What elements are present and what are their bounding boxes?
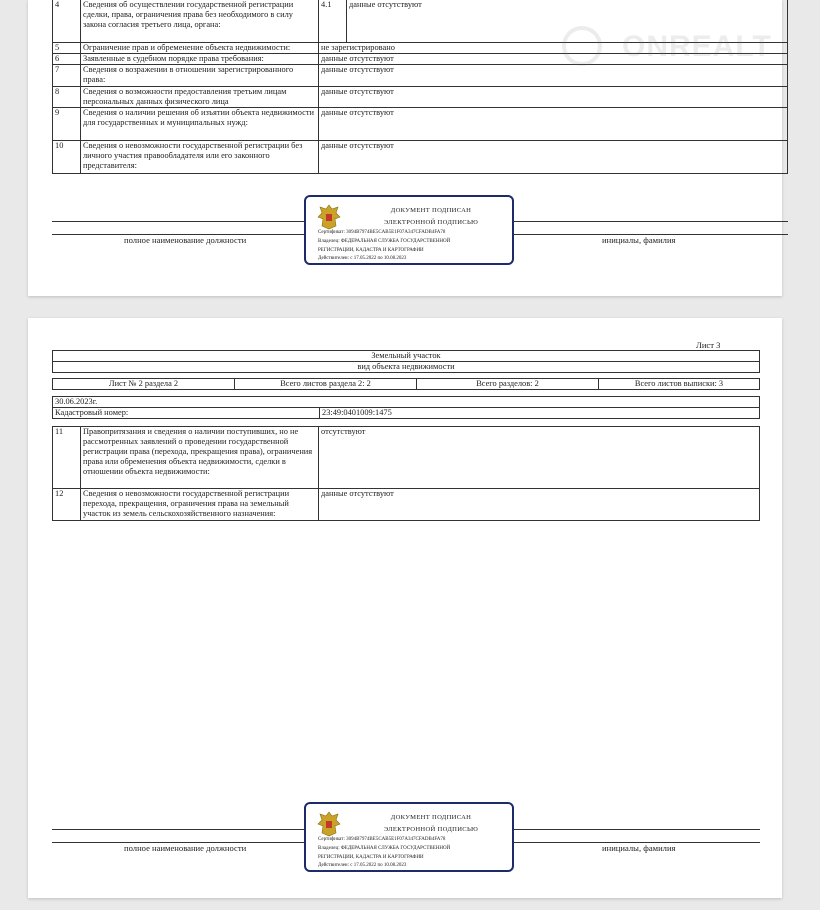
signature-position-label: полное наименование должности [124, 235, 247, 245]
row-number: 8 [53, 87, 81, 108]
row-label: Сведения о возможности предоставления третьим лицам персональных данных физического лица [81, 87, 319, 108]
row-value: отсутствуют [319, 427, 760, 489]
row-value: данные отсутствуют [347, 0, 788, 43]
stamp-subtitle: ЭЛЕКТРОННОЙ ПОДПИСЬЮ [383, 826, 479, 833]
row-label: Сведения о наличии решения об изъятии объекта недвижимости для государственных и муниципальных нужд: [81, 108, 319, 141]
stamp-owner-cont: РЕГИСТРАЦИИ, КАДАСТРА И КАРТОГРАФИИ [318, 855, 424, 860]
table-row [53, 43, 788, 54]
row-value: данные отсутствуют [319, 141, 788, 174]
stamp-owner: Владелец: ФЕДЕРАЛЬНАЯ СЛУЖБА ГОСУДАРСТВЕННОЙ [318, 846, 451, 851]
row-number: 9 [53, 108, 81, 141]
row-number: 4 [53, 0, 81, 43]
row-label: Ограничение прав и обременение объекта недвижимости: [81, 43, 319, 54]
electronic-signature-stamp [304, 802, 514, 872]
row-number: 11 [53, 427, 81, 489]
row-value: данные отсутствуют [319, 65, 788, 87]
row-label: Сведения о невозможности государственной регистрации перехода, прекращения, ограничения права на земельный участок из земель сельскохозяйственного назначения: [81, 489, 319, 521]
row-number: 6 [53, 54, 81, 65]
sheet-meta-table [52, 378, 760, 390]
table-row [53, 87, 788, 108]
meta-total-sheets-section: Всего листов раздела 2: 2 [235, 379, 417, 390]
document-page-3 [28, 318, 782, 898]
cadastral-number-value: 23:49:0401009:1475 [320, 408, 760, 419]
table-row [53, 0, 788, 43]
meta-sheet-section: Лист № 2 раздела 2 [53, 379, 235, 390]
extract-date: 30.06.2023г. [53, 397, 760, 408]
table-row [53, 65, 788, 87]
table-row [53, 489, 760, 521]
stamp-validity: Действителен: с 17.05.2022 по 10.08.2023 [318, 863, 407, 868]
row-number: 5 [53, 43, 81, 54]
row-value: не зарегистрировано [319, 43, 788, 54]
row-number: 10 [53, 141, 81, 174]
object-type-caption: вид объекта недвижимости [53, 362, 760, 373]
stamp-title: ДОКУМЕНТ ПОДПИСАН [390, 814, 472, 821]
stamp-validity: Действителен: с 17.05.2022 по 10.08.2023 [318, 256, 407, 261]
stamp-owner-cont: РЕГИСТРАЦИИ, КАДАСТРА И КАРТОГРАФИИ [318, 248, 424, 253]
row-value: данные отсутствуют [319, 108, 788, 141]
stamp-owner: Владелец: ФЕДЕРАЛЬНАЯ СЛУЖБА ГОСУДАРСТВЕННОЙ [318, 239, 451, 244]
rights-table-lower [52, 426, 760, 521]
stamp-certificate: Сертификат: 3094B7974BE5CAB5E1F07A347CFADB4FA78 [318, 837, 446, 842]
row-value: данные отсутствуют [319, 489, 760, 521]
signature-initials-label: инициалы, фамилия [602, 235, 676, 245]
electronic-signature-stamp [304, 195, 514, 265]
row-label: Заявленные в судебном порядке права требования: [81, 54, 319, 65]
signature-initials-label: инициалы, фамилия [602, 843, 676, 853]
coat-of-arms-icon [316, 203, 342, 231]
meta-total-sheets: Всего листов выписки: 3 [599, 379, 760, 390]
table-row [53, 141, 788, 174]
document-page-2 [28, 0, 782, 296]
row-label: Сведения о возражении в отношении зарегистрированного права: [81, 65, 319, 87]
row-label: Сведения о невозможности государственной регистрации без личного участия правообладателя или его законного представителя: [81, 141, 319, 174]
row-value: данные отсутствуют [319, 87, 788, 108]
row-subnumber: 4.1 [319, 0, 347, 43]
rights-table-upper [52, 0, 788, 174]
meta-total-sections: Всего разделов: 2 [417, 379, 599, 390]
row-label: Правопритязания и сведения о наличии поступивших, но не рассмотренных заявлений о проведении государственной регистрации права (перехода, прекращения права), ограничения права или обременения объекта недвижимости, сделки в отношении объекта недвижимости: [81, 427, 319, 489]
row-label: Сведения об осуществлении государственной регистрации сделки, права, ограничения права без необходимого в силу закона согласия третьего лица, органа: [81, 0, 319, 43]
stamp-certificate: Сертификат: 3094B7974BE5CAB5E1F07A347CFADB4FA78 [318, 230, 446, 235]
cadastral-number-label: Кадастровый номер: [53, 408, 320, 419]
stamp-title: ДОКУМЕНТ ПОДПИСАН [390, 207, 472, 214]
row-value: данные отсутствуют [319, 54, 788, 65]
stamp-subtitle: ЭЛЕКТРОННОЙ ПОДПИСЬЮ [383, 219, 479, 226]
object-type-title: Земельный участок [53, 351, 760, 362]
table-row [53, 427, 760, 489]
coat-of-arms-icon [316, 810, 342, 838]
cadastral-table [52, 396, 760, 419]
object-header-table [52, 350, 760, 373]
row-number: 7 [53, 65, 81, 87]
table-row [53, 108, 788, 141]
row-number: 12 [53, 489, 81, 521]
table-row [53, 54, 788, 65]
sheet-number: Лист 3 [696, 340, 721, 350]
signature-position-label: полное наименование должности [124, 843, 247, 853]
